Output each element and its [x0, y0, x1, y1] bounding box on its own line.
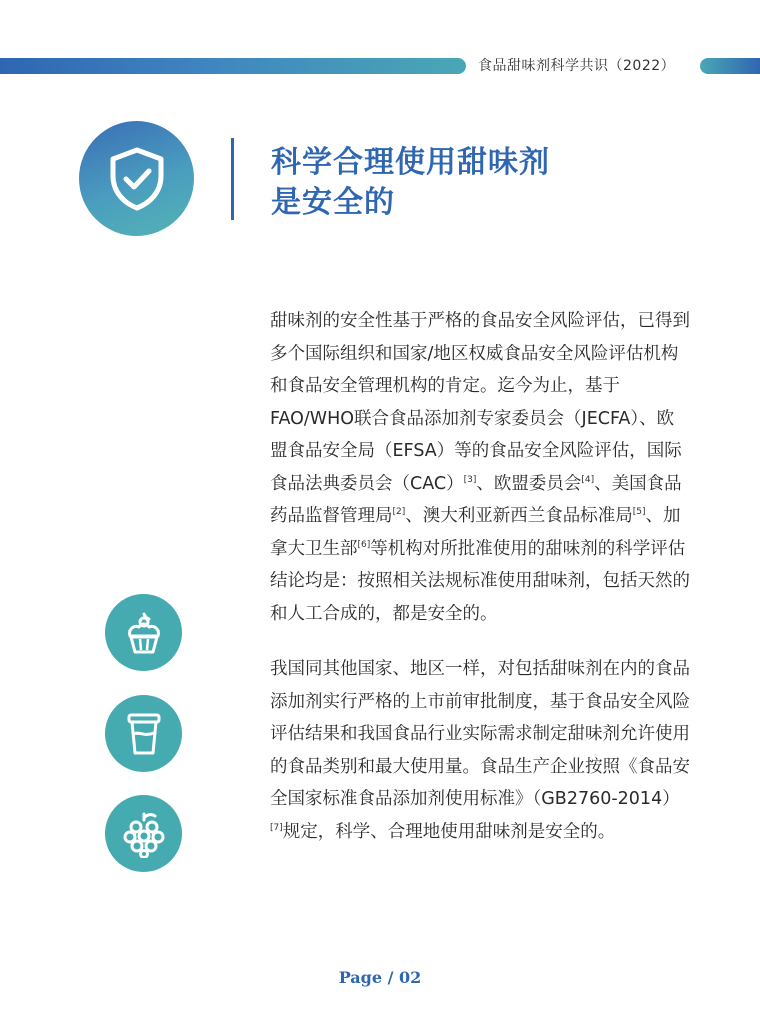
header-bar-right [700, 58, 760, 74]
title-divider [231, 138, 234, 220]
paragraph-text: 我国同其他国家、地区一样，对包括甜味剂在内的食品添加剂实行严格的上市前审批制度，基于食品安全风险评估结果和我国食品行业实际需求制定甜味剂允许使用的食品类别和最大使用量。食品生产企业按照《食品安全国家标准食品添加剂使用标准》（GB2760-2014） [270, 659, 690, 809]
reference-mark: [3] [463, 474, 477, 485]
paragraph-text: 规定，科学、合理地使用甜味剂是安全的。 [282, 821, 616, 842]
paragraph-text: 等机构对所批准使用的甜味剂的科学评估结论均是：按照相关法规标准使用甜味剂，包括天然的和人工合成的，都是安全的。 [270, 538, 690, 624]
section-title-line1: 科学合理使用甜味剂 [271, 145, 550, 180]
reference-mark: [4] [581, 474, 595, 485]
page-number: Page / 02 [338, 968, 422, 987]
section-badge [79, 121, 194, 236]
paragraph-text: 、美国食品药品监督管理局 [270, 473, 682, 526]
reference-mark: [6] [357, 539, 371, 550]
section-title [271, 143, 550, 223]
cupcake-icon [122, 610, 166, 656]
cup-badge [105, 695, 182, 772]
paragraph-text: 甜味剂的安全性基于严格的食品安全风险评估，已得到多个国际组织和国家/地区权威食品安全风险评估机构和食品安全管理机构的肯定。迄今为止，基于FAO/WHO联合食品添加剂专家委员会（JECFA）、欧盟食品安全局（EFSA）等的食品安全风险评估，国际食品法典委员会（CAC） [270, 311, 690, 494]
section-title-line2: 是安全的 [271, 185, 395, 220]
cupcake-badge [105, 594, 182, 671]
paragraph-text: 、欧盟委员会 [476, 473, 582, 494]
header-title: 食品甜味剂科学共识（2022） [478, 58, 676, 74]
grapes-icon [122, 810, 166, 858]
reference-mark: [7] [270, 822, 283, 833]
grapes-badge [105, 795, 182, 872]
paragraph-text: 、加拿大卫生部 [270, 506, 681, 559]
paragraph-1 [270, 305, 690, 630]
reference-mark: [2] [392, 507, 406, 518]
shield-check-icon [106, 146, 168, 212]
cup-icon [124, 710, 164, 758]
paragraph-2 [270, 653, 690, 848]
header-bar-left [0, 58, 466, 74]
reference-mark: [5] [632, 507, 646, 518]
paragraph-text: 、澳大利亚新西兰食品标准局 [405, 506, 633, 526]
